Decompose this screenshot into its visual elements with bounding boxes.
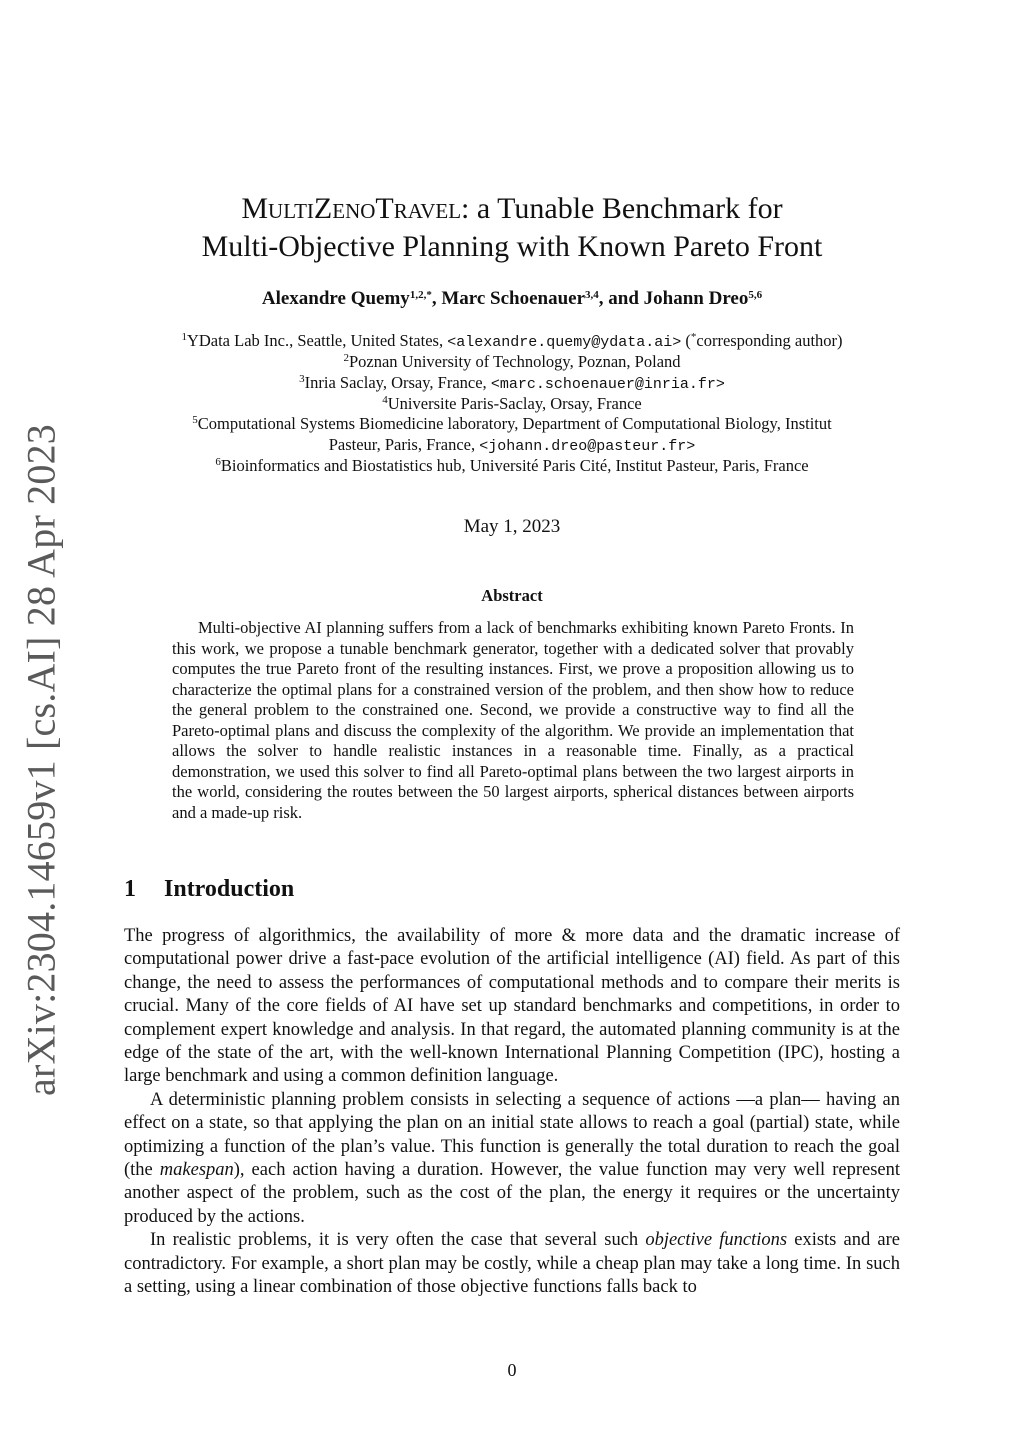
title-line1-rest: : a Tunable Benchmark for <box>461 192 783 225</box>
section-heading <box>124 876 294 903</box>
affil-mark: 1 <box>181 331 187 343</box>
paragraph <box>124 1089 900 1229</box>
paper-title-line1 <box>0 190 1024 228</box>
abstract-body <box>172 618 854 823</box>
section-number: 1 <box>124 876 136 902</box>
page-number: 0 <box>507 1360 517 1380</box>
abstract-heading: Abstract <box>481 586 543 605</box>
author-email: <johann.dreo@pasteur.fr> <box>479 438 696 455</box>
corresponding-note: corresponding author) <box>696 331 843 350</box>
emphasis-term: makespan <box>159 1160 234 1181</box>
author-affil-marks: 1,2,* <box>409 289 432 301</box>
author-list <box>0 288 1024 310</box>
title-benchmark-name: MultiZenoTravel <box>241 192 462 225</box>
author-affil-marks: 5,6 <box>748 289 763 301</box>
affil-text: YData Lab Inc., Seattle, United States, <box>186 331 448 350</box>
affiliation-5 <box>0 414 1024 435</box>
paragraph <box>124 1229 900 1299</box>
author-separator: , <box>431 288 442 309</box>
affil-text: Bioinformatics and Biostatistics hub, Université Paris Cité, Institut Pasteur, Paris, France <box>220 456 809 475</box>
affil-mark: 6 <box>215 456 221 468</box>
affil-mark: 4 <box>382 394 388 406</box>
affiliation-6 <box>0 456 1024 477</box>
paragraph-text: A deterministic planning problem consists in selecting a sequence of actions —a plan— having an effect on a state, so that applying the plan on an initial state allows to reach a goal (partial) state, while optimizing a function of the plan’s value. This function is generally the total duration to reach the goal (the <box>124 1089 900 1181</box>
affil-mark: * <box>690 331 697 343</box>
affiliation-4 <box>0 394 1024 415</box>
arxiv-sidebar <box>10 424 72 1096</box>
affiliation-1 <box>0 331 1024 354</box>
author-affil-marks: 3,4 <box>585 289 599 301</box>
author-name: Marc Schoenauer <box>441 288 586 309</box>
author-email: <alexandre.quemy@ydata.ai> <box>447 334 682 351</box>
arxiv-identifier: arXiv:2304.14659v1 [cs.AI] 28 Apr 2023 <box>18 424 64 1096</box>
affil-mark: 5 <box>192 414 198 426</box>
affil-text: Inria Saclay, Orsay, France, <box>304 373 491 392</box>
affil-text: Universite Paris-Saclay, Orsay, France <box>387 394 642 413</box>
emphasis-term: objective functions <box>645 1230 788 1251</box>
paragraph-text: ), each action having a duration. However, the value function may very well represent another aspect of the problem, such as the cost of the plan, the energy it requires or the uncertainty produced by the actions. <box>124 1160 900 1227</box>
section-title: Introduction <box>164 876 295 902</box>
affiliation-3 <box>0 373 1024 396</box>
affiliation-5-cont <box>0 435 1024 458</box>
affil-mark: 2 <box>343 352 349 364</box>
author-email: <marc.schoenauer@inria.fr> <box>490 376 725 393</box>
introduction-body <box>124 925 900 1300</box>
affil-note-open: ( <box>681 331 691 350</box>
affil-mark: 3 <box>299 373 305 385</box>
paragraph-text: In realistic problems, it is very often the case that several such <box>150 1230 646 1251</box>
paper-date: May 1, 2023 <box>463 516 561 537</box>
paper-title-line2: Multi-Objective Planning with Known Pareto Front <box>201 230 823 263</box>
affiliation-2 <box>0 352 1024 373</box>
abstract-text: Multi-objective AI planning suffers from a lack of benchmarks exhibiting known Pareto Fronts. In this work, we propose a tunable benchmark generator, together with a dedicated solver that provably computes the true Pareto front of the resulting instances. First, we prove a proposition allowing us to characterize the optimal plans for a constrained version of the problem, and then show how to reduce the general problem to the constrained one. Second, we provide a constructive way to find all the Pareto-optimal plans and discuss the complexity of the algorithm. We provide an implementation that allows the solver to handle realistic instances in a reasonable time. Finally, as a practical demonstration, we used this solver to find all Pareto-optimal plans between the two largest airports in the world, considering the routes between the 50 largest airports, spherical distances between airports and a made-up risk. <box>172 618 854 822</box>
author-separator: , and <box>598 288 644 309</box>
affil-text: Computational Systems Biomedicine laboratory, Department of Computational Biology, Institut <box>197 414 832 433</box>
author-name: Alexandre Quemy <box>261 288 410 309</box>
author-name: Johann Dreo <box>643 288 749 309</box>
paragraph-text: exists and are contradictory. For example, a short plan may be costly, while a cheap plan may take a long time. In such a setting, using a linear combination of those objective functions falls back to <box>124 1230 900 1298</box>
paragraph: The progress of algorithmics, the availability of more & more data and the dramatic increase of computational power drive a fast-pace evolution of the artificial intelligence (AI) field. As part of this change, the need to assess the performances of computational methods and to compare their merits is crucial. Many of the core fields of AI have set up standard benchmarks and competitions, in order to complement expert knowledge and analysis. In that regard, the automated planning community is at the edge of the state of the art, with the well-known International Planning Competition (IPC), hosting a large benchmark and using a common definition language. <box>124 926 900 1087</box>
affil-text: Pasteur, Paris, France, <box>328 435 480 454</box>
affil-text: Poznan University of Technology, Poznan, Poland <box>348 352 681 371</box>
